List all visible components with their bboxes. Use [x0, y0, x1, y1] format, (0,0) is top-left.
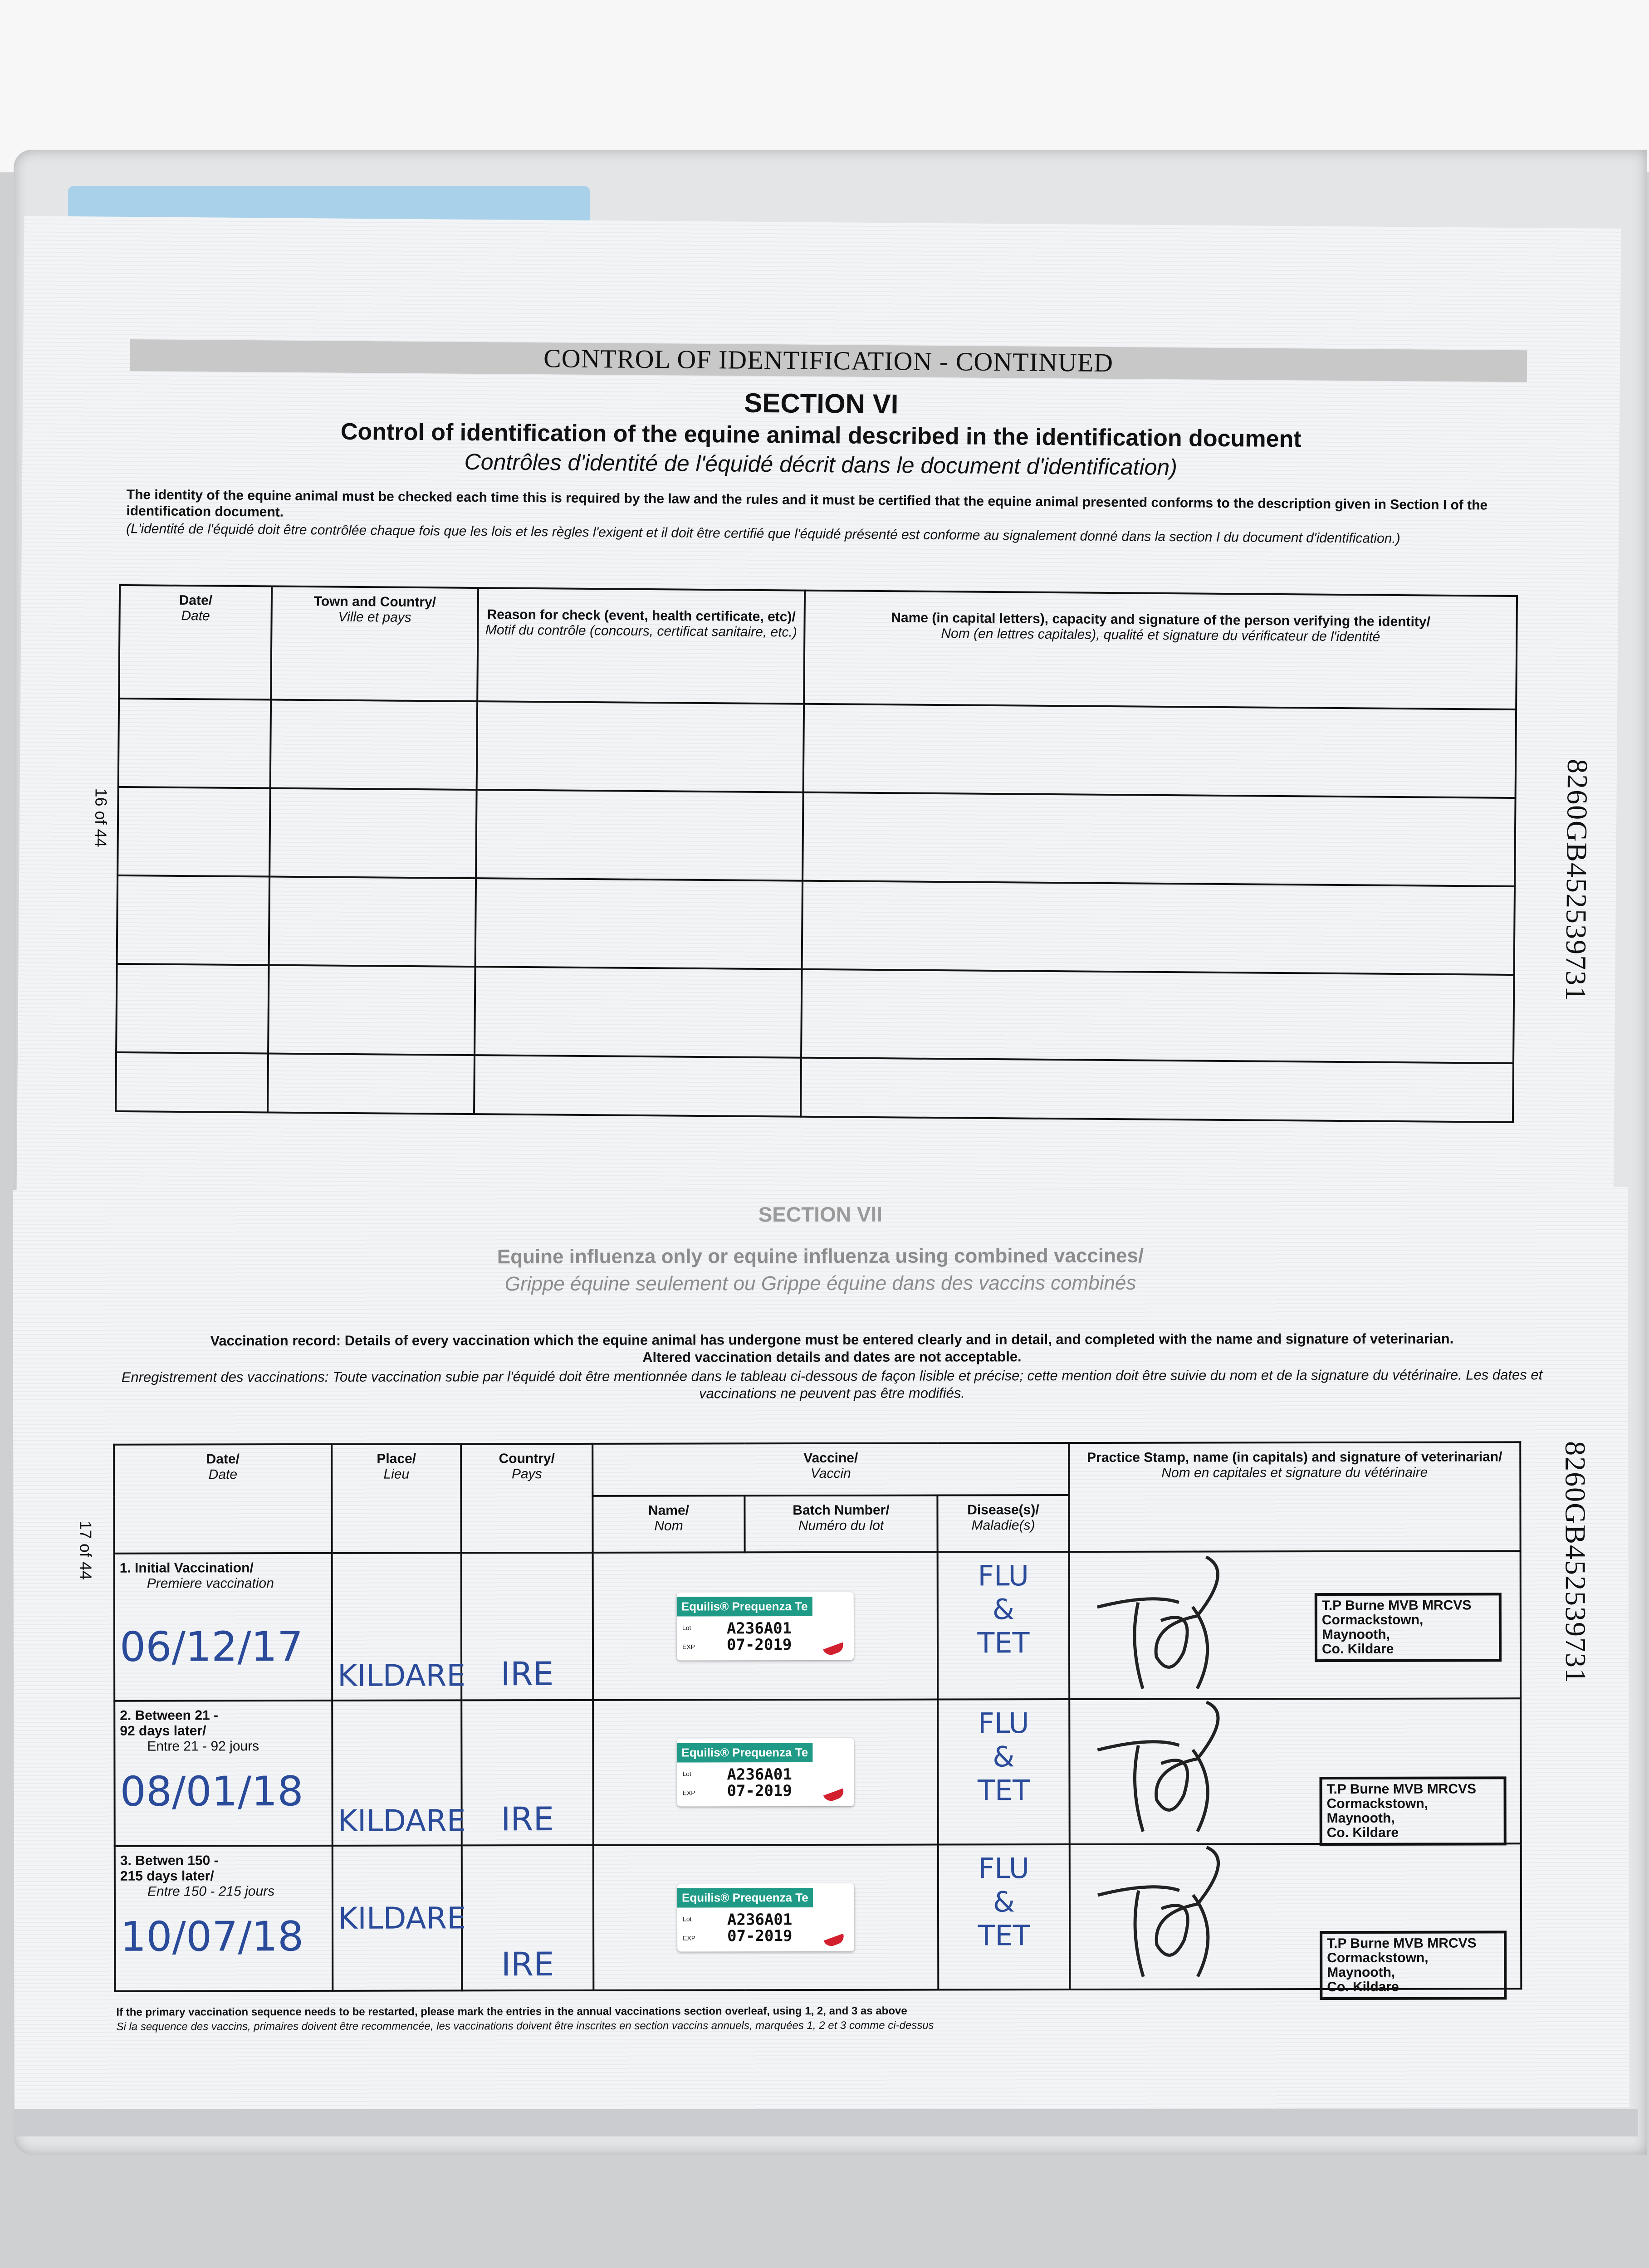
record-en [117, 1330, 1546, 1367]
col-practice-stamp: Practice Stamp, name (in capitals) and signature of veterinarian/ Nom en capitales et signature du vétérinaire [1069, 1442, 1520, 1552]
row-label-en: 3. Betwen 150 - 215 days later/ [120, 1853, 219, 1884]
vaccine-sticker [677, 1592, 854, 1660]
practice-stamp: T.P Burne MVB MRCVS Cormackstown, Maynooth, Co. Kildare [1315, 1593, 1502, 1662]
lot-label: Lot [682, 1770, 691, 1778]
page-number-17: 17 of 44 [76, 1520, 95, 1580]
vaccine-sticker [677, 1738, 854, 1807]
disease-cell: FLU & TET [938, 1552, 1070, 1700]
vaccine-label-cell [593, 1700, 938, 1845]
table-row [114, 1698, 1521, 1846]
place-cell [333, 1845, 466, 1990]
record-fr: Enregistrement des vaccinations: Toute vaccination subie par l'équidé doit être mentionnée dans le tableau ci-dessous de façon lisible et précise; cette mention doit être suivie du nom et de la signature du vétérinaire. Les dates et vaccinations ne peuvent pas être modifiés. [121, 1367, 1543, 1402]
vaccine-name: Equilis® Prequenza Te [677, 1743, 812, 1763]
vaccine-name: Equilis® Prequenza Te [677, 1597, 812, 1617]
disease-cell: FLU & TET [938, 1844, 1070, 1990]
table-header-row [119, 585, 1517, 709]
stamp-cell [1069, 1698, 1521, 1844]
page-17 [13, 1187, 1629, 2111]
table-row [114, 1551, 1521, 1701]
col-town-country: Town and Country/ Ville et pays [271, 587, 478, 702]
sleeve-bottom-edge [14, 2109, 1638, 2136]
table-row [117, 875, 1515, 975]
col-reason: Reason for check (event, health certificate, etc)/ Motif du contrôle (concours, certificat sanitaire, etc.) [477, 588, 805, 704]
place-cell [332, 1553, 466, 1700]
vaccination-date: 06/12/17 [119, 1623, 303, 1671]
serial-number-top: 8260GB452539731 [1560, 758, 1594, 1002]
vaccine-sticker [677, 1883, 854, 1952]
country-cell [461, 1553, 593, 1701]
vaccine-label-cell [593, 1552, 938, 1700]
signature-image [1079, 1552, 1261, 1698]
stamp-cell [1070, 1843, 1522, 1995]
country-cell [462, 1845, 594, 1991]
signature-image [1080, 1845, 1262, 1990]
country-value: IRE [501, 1945, 554, 1984]
section-vi-title-en: Control of identification of the equine animal described in the identification document [340, 418, 1302, 453]
col-date: Date/ Date [119, 585, 272, 700]
section-vii-title-en: Equine influenza only or equine influenza using combined vaccines/ [497, 1244, 1144, 1268]
col-date: Date/ Date [114, 1444, 332, 1554]
record-en-line-2: Altered vaccination details and dates are not acceptable. [642, 1349, 1022, 1365]
page-number-16: 16 of 44 [91, 788, 111, 847]
table-row [118, 699, 1516, 798]
vaccination-date: 08/01/18 [120, 1767, 303, 1816]
col-verifier: Name (in capital letters), capacity and signature of the person verifying the identity/ Nom (en lettres capitales), qualité et signature du vérificateur de l'identité [804, 591, 1517, 709]
serial-number-bottom: 8260GB452539731 [1559, 1441, 1592, 1684]
vaccine-name: Equilis® Prequenza Te [677, 1888, 813, 1908]
row-label-fr: Entre 150 - 215 jours [147, 1884, 275, 1899]
intro-fr: (L'identité de l'équidé doit être contrôlée chaque fois que les lois et les règles l'exigent et il doit être certifié que l'équidé présenté est conforme au signalement donné dans la section I du document d'identification.) [126, 521, 1400, 547]
col-vaccine: Vaccine/ Vaccin [592, 1443, 1069, 1496]
exp-label: EXP [682, 1789, 695, 1797]
section-vi-heading: SECTION VI [744, 387, 899, 420]
row-label-fr: Premiere vaccination [147, 1576, 274, 1591]
lot-number: A236A01 07-2019 [727, 1911, 793, 1945]
col-batch-number: Batch Number/ Numéro du lot [744, 1496, 937, 1553]
country-value: IRE [501, 1800, 554, 1838]
table-row [115, 1843, 1522, 1991]
row-label-cell [115, 1846, 333, 1991]
exp-label: EXP [683, 1934, 696, 1942]
col-diseases: Disease(s)/ Maladie(s) [937, 1495, 1069, 1552]
place-value: KILDARE [338, 1803, 466, 1838]
footnote-en: If the primary vaccination sequence needs to be restarted, please mark the entries in the annual vaccinations section overleaf, using 1, 2, and 3 as above [116, 2004, 907, 2019]
row-label-en: 2. Between 21 - 92 days later/ [120, 1708, 219, 1739]
vaccine-label-cell [593, 1845, 939, 1990]
section-vii-title-fr: Grippe équine seulement ou Grippe équine dans des vaccins combinés [504, 1271, 1136, 1295]
record-en-line-1: Vaccination record: Details of every vaccination which the equine animal has undergone must be entered clearly and in detail, and completed with the name and signature of veterinarian. [210, 1330, 1454, 1349]
lot-label: Lot [683, 1915, 692, 1923]
country-value: IRE [500, 1655, 554, 1693]
disease-cell: FLU & TET [938, 1699, 1070, 1845]
lot-number: A236A01 07-2019 [727, 1765, 792, 1800]
table-row [117, 787, 1515, 886]
practice-stamp: T.P Burne MVB MRCVS Cormackstown, Maynooth, Co. Kildare [1319, 1776, 1506, 1846]
signature-image [1079, 1700, 1261, 1845]
col-vaccine-name: Name/ Nom [592, 1496, 744, 1553]
place-value: KILDARE [338, 1900, 466, 1936]
red-mark [823, 1642, 845, 1657]
vac-header-row-1 [114, 1442, 1520, 1496]
identity-check-table [115, 584, 1518, 1123]
practice-stamp: T.P Burne MVB MRCVS Cormackstown, Maynooth, Co. Kildare [1320, 1931, 1507, 2000]
row-label-en: 1. Initial Vaccination/ [119, 1560, 254, 1576]
stamp-cell [1069, 1551, 1521, 1699]
country-cell [461, 1700, 593, 1846]
footnote-fr: Si la sequence des vaccins, primaires doivent être recommencée, les vaccinations doivent être inscrites en section vaccins annuels, marquées 1, 2 et 3 comme ci-dessus [116, 2019, 934, 2033]
red-mark [823, 1934, 846, 1949]
section-vii-heading: SECTION VII [758, 1202, 883, 1227]
vaccination-date: 10/07/18 [120, 1912, 304, 1961]
table-row [116, 964, 1514, 1063]
exp-label: EXP [682, 1642, 695, 1651]
page-16 [17, 216, 1621, 1208]
scan-background [0, 0, 1649, 172]
lot-label: Lot [682, 1624, 691, 1632]
vaccination-table [113, 1441, 1522, 1995]
col-country: Country/ Pays [461, 1444, 592, 1553]
red-mark [823, 1789, 846, 1804]
section-vi-title-fr: Contrôles d'identité de l'équidé décrit dans le document d'identification) [464, 449, 1178, 480]
lot-number: A236A01 07-2019 [726, 1619, 792, 1654]
intro-en: The identity of the equine animal must be checked each time this is required by the law and the rules and it must be certified that the equine animal presented conforms to the description given in Section I of the identification document. [126, 487, 1488, 520]
place-value: KILDARE [338, 1658, 466, 1693]
section-banner: CONTROL OF IDENTIFICATION - CONTINUED [130, 339, 1527, 382]
row-label-fr: Entre 21 - 92 jours [147, 1739, 259, 1754]
row-label-cell [114, 1553, 333, 1701]
col-place: Place/ Lieu [332, 1444, 461, 1553]
place-cell [332, 1700, 466, 1845]
row-label-cell [114, 1701, 333, 1846]
table-row [116, 1052, 1513, 1122]
